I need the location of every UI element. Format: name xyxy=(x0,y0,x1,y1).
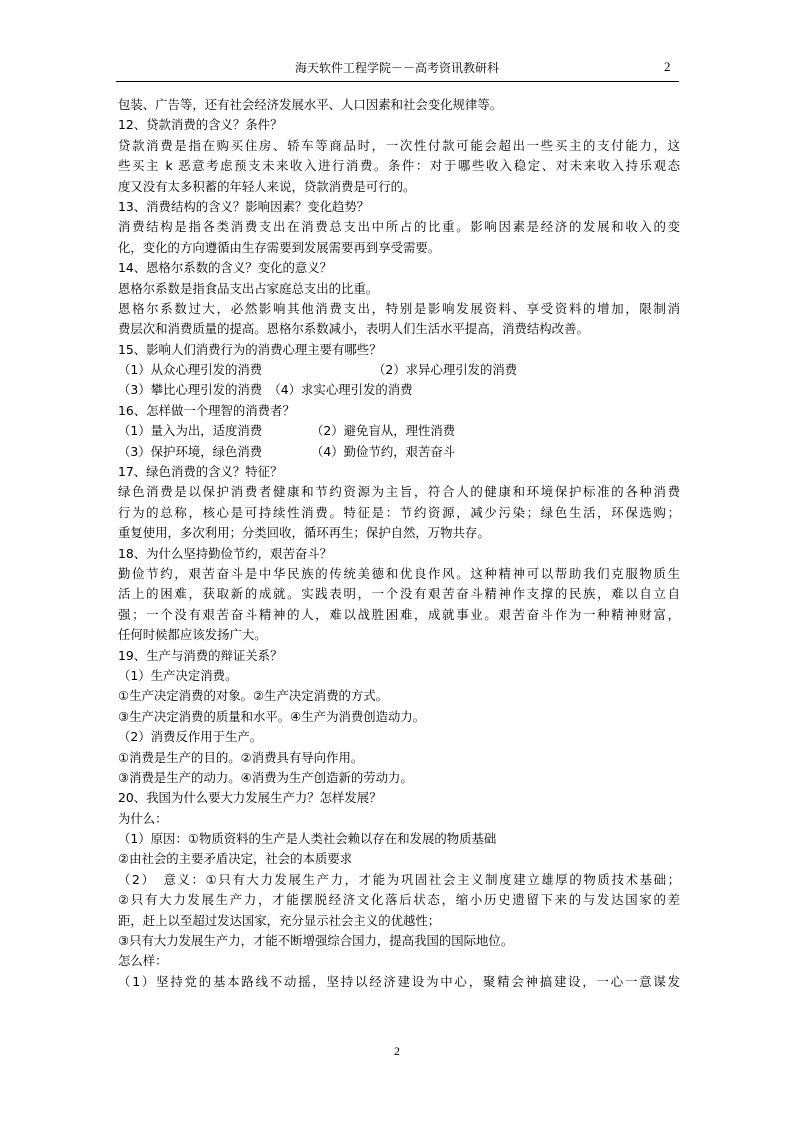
header-rule xyxy=(116,81,679,82)
text-line: 活上的困难，获取新的成就。实践表明，一个没有艰苦奋斗精神作支撑的民族，难以自立自 xyxy=(118,586,680,602)
text-line: ②由社会的主要矛盾决定，社会的本质要求 xyxy=(118,851,353,867)
text-line: （1）坚持党的基本路线不动摇，坚持以经济建设为中心，聚精会神搞建设，一心一意谋发 xyxy=(118,973,680,989)
text-line: 勤俭节约，艰苦奋斗是中华民族的传统美德和优良作风。这种精神可以帮助我们克服物质生 xyxy=(118,565,680,581)
text-line: 重复使用，多次利用；分类回收，循环再生；保护自然，万物共存。 xyxy=(118,525,490,541)
text-line: 17、绿色消费的含义？特征？ xyxy=(118,464,283,480)
text-line: 任何时候都应该发扬广大。 xyxy=(118,627,267,643)
text-line: 14、恩格尔系数的含义？变化的意义？ xyxy=(118,260,333,276)
text-line xyxy=(118,421,680,441)
text-line: 行为的总称，核心是可持续性消费。特征是：节约资源，减少污染；绿色生活，环保选购； xyxy=(118,504,680,520)
text-line: 为什么： xyxy=(118,810,168,826)
text-line: ②只有大力发展生产力，才能摆脱经济文化落后状态，缩小历史遗留下来的与发达国家的差 xyxy=(118,892,680,908)
text-line: 12、贷款消费的含义？条件？ xyxy=(118,117,283,133)
text-line-column: （1）量入为出，适度消费 xyxy=(118,423,263,439)
footer-page-number: 2 xyxy=(394,1044,400,1058)
text-line: 些买主 k 恶意考虑预支未来收入进行消费。条件：对于哪些收入稳定、对未来收入持乐观态 xyxy=(118,158,680,174)
text-line: （3）攀比心理引发的消费 （4）求实心理引发的消费 xyxy=(118,382,413,398)
text-line: 13、消费结构的含义？影响因素？变化趋势？ xyxy=(118,198,370,214)
text-line: 绿色消费是以保护消费者健康和节约资源为主旨，符合人的健康和环境保护标准的各种消费 xyxy=(118,484,680,500)
text-line: 化，变化的方向遵循由生存需要到发展需要再到享受需要。 xyxy=(118,239,441,255)
text-line: ③生产决定消费的质量和水平。④生产为消费创造动力。 xyxy=(118,708,426,724)
text-line: ①消费是生产的目的。②消费具有导向作用。 xyxy=(118,749,364,765)
text-line xyxy=(118,442,680,462)
text-line: ③消费是生产的动力。④消费为生产创造新的劳动力。 xyxy=(118,769,413,785)
text-line: 恩格尔系数过大，必然影响其他消费支出，特别是影响发展资料、享受资料的增加，限制消 xyxy=(118,300,680,316)
header-page-number: 2 xyxy=(664,59,671,74)
text-line: ③只有大力发展生产力，才能不断增强综合国力，提高我国的国际地位。 xyxy=(118,933,514,949)
text-line: （1）生产决定消费。 xyxy=(118,667,238,683)
text-line: 16、怎样做一个理智的消费者？ xyxy=(118,402,295,418)
text-line: （2）消费反作用于生产。 xyxy=(118,729,263,745)
text-line-column: （3）保护环境，绿色消费 xyxy=(118,443,263,459)
text-line: 20、我国为什么要大力发展生产力？怎样发展？ xyxy=(118,790,382,806)
text-line: 19、生产与消费的辩证关系？ xyxy=(118,647,283,663)
text-line: ①生产决定消费的对象。②生产决定消费的方式。 xyxy=(118,688,389,704)
text-line: 恩格尔系数是指食品支出占家庭总支出的比重。 xyxy=(118,280,379,296)
text-line-column: （2）避免盲从，理性消费 xyxy=(311,423,456,439)
page-header xyxy=(0,0,794,100)
text-line: 度又没有太多积蓄的年轻人来说，贷款消费是可行的。 xyxy=(118,178,416,194)
text-line: 费层次和消费质量的提高。恩格尔系数减小，表明人们生活水平提高，消费结构改善。 xyxy=(118,321,589,337)
document-body xyxy=(118,95,680,992)
text-line: 15、影响人们消费行为的消费心理主要有哪些？ xyxy=(118,341,382,357)
text-line: 包装、广告等，还有社会经济发展水平、人口因素和社会变化规律等。 xyxy=(118,97,503,112)
text-line-column: （1）从众心理引发的消费 xyxy=(118,362,263,378)
text-line-column: （4）勤俭节约，艰苦奋斗 xyxy=(311,443,456,459)
header-title: 海天软件工程学院－－高考资讯教研科 xyxy=(294,61,499,75)
text-line: 消费结构是指各类消费支出在消费总支出中所占的比重。影响因素是经济的发展和收入的变 xyxy=(118,219,680,235)
text-line: 贷款消费是指在购买住房、轿车等商品时，一次性付款可能会超出一些买主的支付能力，这 xyxy=(118,137,680,153)
text-line: 18、为什么坚持勤俭节约，艰苦奋斗？ xyxy=(118,545,333,561)
text-line: （1）原因：①物质资料的生产是人类社会赖以存在和发展的物质基础 xyxy=(118,831,497,847)
text-line: 强；一个没有艰苦奋斗精神的人，难以战胜困难，成就事业。艰苦奋斗作为一种精神财富， xyxy=(118,606,680,622)
text-line: 距，赶上以至超过发达国家，充分显示社会主义的优越性； xyxy=(118,912,441,928)
text-line-column: （2）求异心理引发的消费 xyxy=(373,362,518,378)
text-line: （2） 意义：①只有大力发展生产力，才能为巩固社会主义制度建立雄厚的物质技术基础； xyxy=(118,871,680,887)
text-line xyxy=(118,360,680,380)
text-line: 怎么样： xyxy=(118,953,168,969)
